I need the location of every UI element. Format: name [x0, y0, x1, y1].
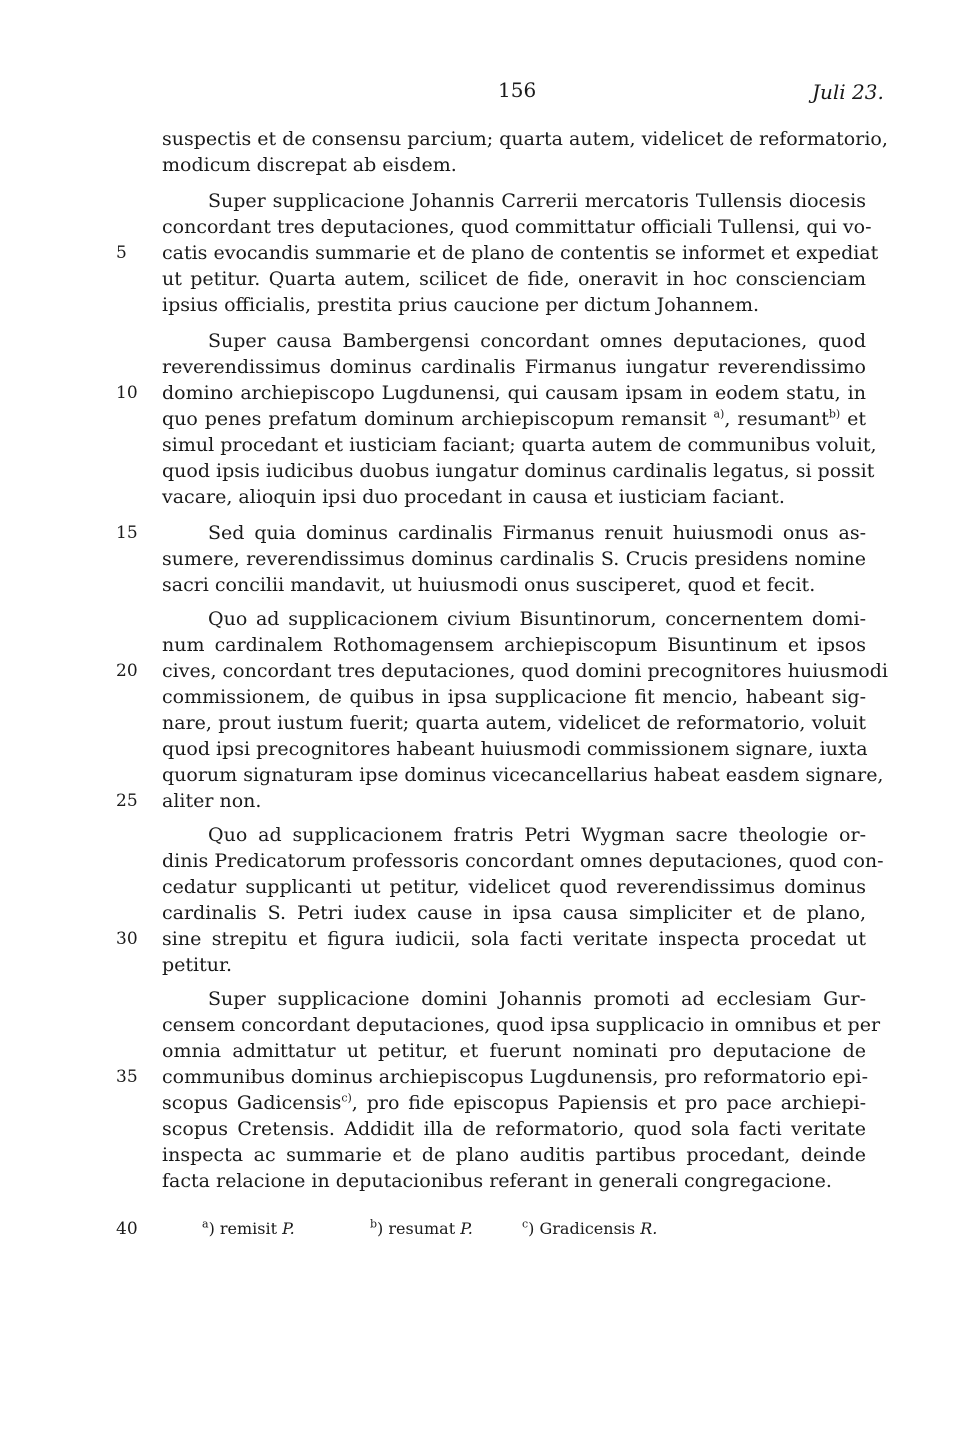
text-line: reverendissimus dominus cardinalis Firmanus iungatur reverendissimo	[162, 356, 866, 378]
text-line: num cardinalem Rothomagensem archiepiscopum Bisuntinum et ipsos	[162, 634, 866, 656]
text-line: scopus Cretensis. Addidit illa de reformatorio, quod sola facti veritate	[162, 1118, 866, 1140]
text-line: quod ipsis iudicibus duobus iungatur dominus cardinalis legatus, si possit	[162, 460, 875, 482]
text-line: sacri concilii mandavit, ut huiusmodi onus susciperet, quod et fecit.	[162, 574, 816, 596]
text-line: aliter non.	[162, 790, 262, 812]
text-line: sumere, reverendissimus dominus cardinalis S. Crucis presidens nomine	[162, 548, 866, 570]
text-line: modicum discrepat ab eisdem.	[162, 154, 457, 176]
running-head: Juli 23.	[812, 80, 884, 104]
text-segment: quo penes prefatum dominum archiepiscopum remansit	[162, 408, 707, 430]
text-line: cives, concordant tres deputaciones, quod domini precognitores huiusmodi	[162, 660, 888, 682]
footnote-siglum: P.	[460, 1219, 473, 1238]
text-line: petitur.	[162, 954, 233, 976]
text-line: concordant tres deputaciones, quod committatur officiali Tullensi, qui vo-	[162, 216, 872, 238]
text-line	[162, 1090, 866, 1116]
text-line: commissionem, de quibus in ipsa supplicacione fit mencio, habeant sig-	[162, 686, 866, 708]
footnote-b	[370, 1216, 473, 1242]
line-number: 40	[116, 1219, 138, 1239]
text-line: Quo ad supplicacionem fratris Petri Wygman sacre theologie or-	[208, 824, 866, 846]
text-line: domino archiepiscopo Lugdunensi, qui causam ipsam in eodem statu, in	[162, 382, 866, 404]
footnote-c	[522, 1216, 657, 1242]
line-number: 25	[116, 791, 138, 811]
line-number: 30	[116, 929, 138, 949]
text-line: omnia admittatur ut petitur, et fuerunt nominati pro deputacione de	[162, 1040, 866, 1062]
text-segment: scopus Gadicensis	[162, 1092, 342, 1114]
text-line: ut petitur. Quarta autem, scilicet de fide, oneravit in hoc conscienciam	[162, 268, 866, 290]
footnote-text: ) resumat	[377, 1219, 461, 1238]
text-line: ipsius officialis, prestita prius caucione per dictum Johannem.	[162, 294, 760, 316]
text-line: sine strepitu et figura iudicii, sola facti veritate inspecta procedat ut	[162, 928, 866, 950]
text-line: censem concordant deputaciones, quod ipsa supplicacio in omnibus et per	[162, 1014, 881, 1036]
text-line: Sed quia dominus cardinalis Firmanus renuit huiusmodi onus as-	[208, 522, 866, 544]
footnote-mark-b: b)	[828, 407, 841, 421]
text-line: simul procedant et iusticiam faciant; quarta autem de communibus voluit,	[162, 434, 877, 456]
line-number: 10	[116, 383, 138, 403]
text-line: Super supplicacione Johannis Carrerii mercatoris Tullensis diocesis	[208, 190, 866, 212]
footnote-mark-a: a)	[713, 407, 725, 421]
footnote-a	[202, 1216, 295, 1242]
text-line: quod ipsi precognitores habeant huiusmodi commissionem signare, iuxta	[162, 738, 868, 760]
footnote-siglum: R.	[640, 1219, 658, 1238]
text-line: inspecta ac summarie et de plano auditis partibus procedant, deinde	[162, 1144, 866, 1166]
text-line: suspectis et de consensu parcium; quarta autem, videlicet de reformatorio,	[162, 128, 888, 150]
text-line: nare, prout iustum fuerit; quarta autem, videlicet de reformatorio, voluit	[162, 712, 866, 734]
page-number: 156	[498, 78, 537, 102]
footnote-mark: b	[370, 1217, 378, 1231]
footnote-siglum: P.	[282, 1219, 295, 1238]
footnote-mark: a	[202, 1217, 209, 1231]
text-segment: , pro fide episcopus Papiensis et pro pace archiepi-	[351, 1092, 866, 1114]
text-segment: et	[840, 408, 867, 430]
text-line: Quo ad supplicacionem civium Bisuntinorum, concernentem domi-	[208, 608, 866, 630]
text-line: cardinalis S. Petri iudex cause in ipsa causa simpliciter et de plano,	[162, 902, 866, 924]
text-segment: , resumant	[724, 408, 829, 430]
text-line: facta relacione in deputacionibus referant in generali congregacione.	[162, 1170, 832, 1192]
footnote-text: ) Gradicensis	[528, 1219, 641, 1238]
line-number: 35	[116, 1067, 138, 1087]
footnote-mark: c	[522, 1217, 529, 1231]
line-number: 5	[116, 243, 127, 263]
text-line	[162, 406, 866, 432]
text-line: catis evocandis summarie et de plano de contentis se informet et expediat	[162, 242, 879, 264]
footnote-text: ) remisit	[208, 1219, 283, 1238]
line-number: 20	[116, 661, 138, 681]
text-line: cedatur supplicanti ut petitur, videlicet quod reverendissimus dominus	[162, 876, 866, 898]
text-line: dinis Predicatorum professoris concordant omnes deputaciones, quod con-	[162, 850, 884, 872]
line-number: 15	[116, 523, 138, 543]
text-line: vacare, alioquin ipsi duo procedant in causa et iusticiam faciant.	[162, 486, 785, 508]
footnotes	[116, 1216, 866, 1242]
text-line: communibus dominus archiepiscopus Lugdunensis, pro reformatorio epi-	[162, 1066, 869, 1088]
text-line: Super supplicacione domini Johannis promoti ad ecclesiam Gur-	[208, 988, 866, 1010]
footnote-mark-c: c)	[341, 1091, 352, 1105]
text-line: Super causa Bambergensi concordant omnes deputaciones, quod	[208, 330, 866, 352]
text-line: quorum signaturam ipse dominus vicecancellarius habeat easdem signare,	[162, 764, 884, 786]
